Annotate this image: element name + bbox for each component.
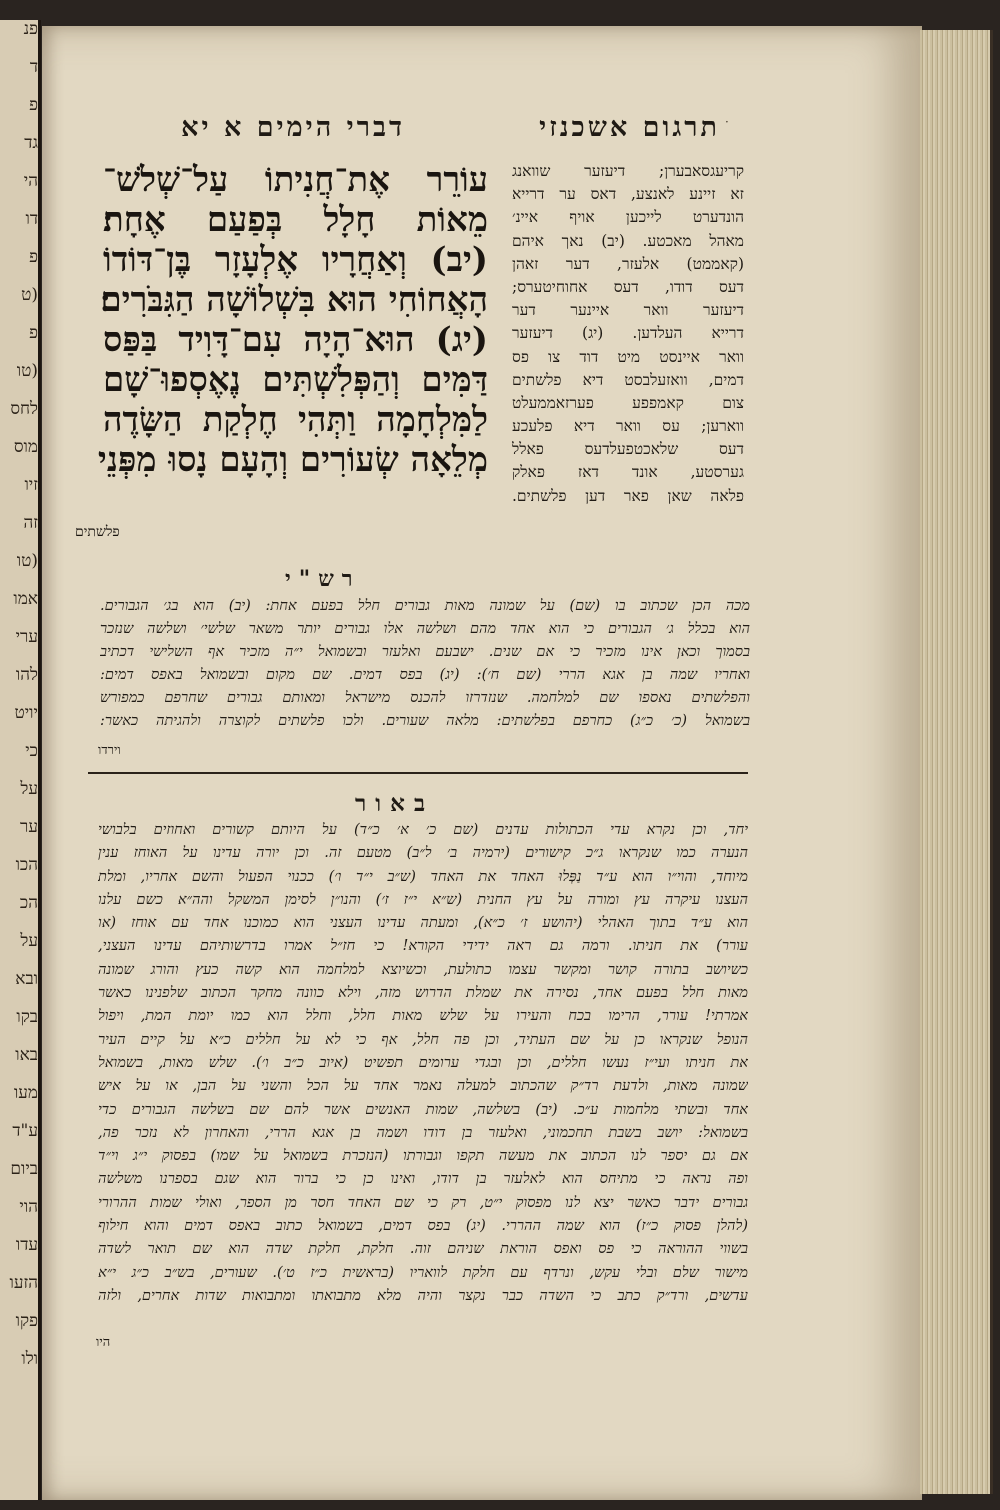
scripture-line: (יג) הוּא־הָיָה עִם־דָּוִיד בַּפַּס (103, 320, 488, 360)
translation-line: צום קאמפפע פערזאממעלט (512, 393, 744, 412)
translation-line: דעס דודו, דעס אחוחיטערס; (512, 277, 744, 296)
main-catchword: פלשתים (75, 524, 120, 540)
biur-line: את חניתו ועי״ז נעשו חללים, וכן ובגדי ערומים תפשיט (איוב כ״ב ו׳). שלש מאות, בשמואל (98, 1054, 748, 1071)
sliver-fragment: פ (29, 95, 38, 115)
yiddish-translation-column (512, 160, 744, 508)
sliver-fragment: מעו (13, 1083, 38, 1103)
sliver-fragment: ערי (15, 627, 38, 647)
sliver-fragment: בקו (16, 1007, 38, 1027)
translation-line: דיעזער וואר איינער דער (512, 301, 744, 320)
sliver-fragment: הכו (15, 855, 38, 875)
biur-line: העצנו עיקרה עץ ומורה על עץ החנית (ש״א י״ז ז׳) והנו״ן לסימן המשקל והה״א כשם עלנו (98, 891, 748, 908)
biur-line: מישור שלם ובלי עקש, ונרדף עם חלקת לוואריו (בראשית כ״ז ט׳). שעורים, בש״ב כ״ג י״א (98, 1264, 748, 1281)
sliver-fragment: יויט (14, 703, 38, 723)
rashi-line: והפלשתים נאספו שם למלחמה. שנזדרזו להכנס מישראל ומאותם גבורים שחרפם כמפורש (100, 690, 750, 706)
biur-line: (להלן פסוק כ״ז) הוא שמה ההררי. (יג) בפס דמים, בשמואל כתוב באפס דמים והוא חילוף (98, 1218, 748, 1235)
sliver-fragment: הזעו (9, 1273, 38, 1293)
sliver-fragment: ער (20, 817, 38, 837)
section-divider (88, 772, 748, 774)
biur-commentary (98, 819, 748, 1308)
sliver-fragment: על (20, 931, 38, 951)
translation-line: (קאממט) אלעזר, דער זאהן (512, 254, 744, 273)
biur-line: הנערה כמו שנקראו ג״כ קישורים (ירמיה ב׳ ל״ב) מטעם זה. וכן יורה עדינו על האוחז ענין (98, 845, 748, 862)
rashi-line: הוא בכלל ג׳ הגבורים כי הוא אחד מהם ושלשה אלו גבורים יותר משאר שלשי׳ ושלשה שנזכר (100, 621, 750, 637)
translation-line: פלאה שאן פאר דען פלשתים. (512, 486, 744, 505)
rashi-catchword: וירדו (98, 743, 121, 758)
sliver-fragment: ביום (10, 1159, 38, 1179)
sliver-fragment: ע"ד (12, 1121, 38, 1141)
sliver-fragment: הוי (19, 1197, 38, 1217)
scripture-line: מֵאוֹת חָלָל בְּפַעַם אֶחָת׃ (103, 200, 488, 240)
biur-line: שמונה מאות, ולדעת רד״ק שהכתוב למעלה נאמר אחד על הכל והשני על הבן, או על איש (98, 1078, 748, 1095)
rashi-heading: רש"י (285, 566, 361, 592)
scripture-line: לַמִּלְחָמָה וַתְּהִי חֶלְקַת הַשָּׂדֶה (103, 400, 488, 440)
scripture-line: הָאֲחוֹחִי הוּא בִּשְׁלוֹשָׁה הַגִּבֹּרִים׃ (100, 280, 488, 320)
sliver-fragment: פנ (23, 20, 38, 39)
translation-line: דעס שלאכטפעלדעס פאלל (512, 440, 744, 459)
scripture-line: (יב) וְאַחֲרָיו אֶלְעָזָר בֶּן־דּוֹדוֹ (103, 240, 488, 280)
sliver-fragment: אמו (13, 589, 38, 609)
sliver-fragment: (טו (16, 551, 38, 571)
sliver-fragment: דו (25, 209, 38, 229)
sliver-fragment: באו (15, 1045, 38, 1065)
translation-line: הונדערט לייכען אויף איינ׳ (512, 208, 744, 227)
translation-line: זא זיינע לאנצע, דאס ער דרייא (512, 185, 744, 204)
sliver-fragment: פ (29, 323, 38, 343)
translation-line: וואר איינסט מיט דוד צו פס (512, 347, 744, 366)
running-head-book: דברי הימים א יא (181, 112, 405, 143)
biur-catchword: היו (96, 1335, 111, 1350)
sliver-fragment: כי (25, 741, 38, 761)
biur-line: עדשים, ורד״ק כתב כי השדה כבר נקצר והיה מלא מתבואתו ומתבואות שדות אחרים, ולזה (98, 1287, 748, 1304)
biur-line: אחד ובשתי מלחמות ע״כ. (יב) בשלשה, שמות האנשים אשר להם שם בשלשה הגבורים כדי (98, 1101, 748, 1118)
sliver-fragment: גד (24, 133, 38, 153)
biur-line: בשווי ההוראה כי פס ואפס הוראת שניהם זוה. חלקת, חלקת שדה הוא שם תואר לשדה (98, 1241, 748, 1258)
biur-line: הוא ע״ד בתוך האהלי (יהושע ז׳ כ״א), ומעתה עדינו העצני הוא כמוכנו אחד עם אוחז (או (98, 915, 748, 932)
biur-line: מאות חלל בפעם אחד, נסירה את שמלת הדרוש מזה, וילא כוונה מחקר הכתוב שלפנינו כאשר (98, 985, 748, 1002)
sliver-fragment: פ (29, 247, 38, 267)
translation-line: ווארען; עס וואר דיא פלעכע (512, 417, 744, 436)
page-stack-edge (920, 30, 993, 1494)
sliver-fragment: ולו (21, 1349, 38, 1369)
biur-line: גבורים ידבר כאשר יצא לנו מפסוק י״ט, רק כי שם האחד חסר מן הספר, ואולי שמות ההרורי (98, 1194, 748, 1211)
rashi-commentary (100, 595, 750, 733)
sliver-fragment: זה (23, 513, 38, 533)
biur-line: ופה נראה כי מתיחס הוא לאלעזר בן דודו, ואינו כן כי ברור הוא שגם בספרנו משלשה (98, 1171, 748, 1188)
biur-line: יחד, וכן נקרא עדי הכתולות עדנים (שם כ׳ א׳ כ״ד) על היותם קשורים ואחוזים בלבושי (98, 822, 748, 838)
sliver-fragment: פקו (15, 1311, 38, 1331)
sliver-fragment: לחס (10, 399, 38, 419)
biur-line: מיוחד, והוי״ו הוא ע״ד נַפְּלוּ האחד את האחד (ש״ב י״ד ו׳) ככנוי הפעול והשם אחריו, ומלת (98, 868, 748, 885)
translation-line: קריעגסאבערן; דיעזער שוואנג (512, 162, 744, 180)
translation-line: דרייא העלדען. (יג) דיעזער (512, 324, 744, 343)
scripture-line: עוֹרֵר אֶת־חֲנִיתוֹ עַל־שְׁלֹשׁ־ (103, 160, 488, 200)
rashi-line: מכה הכן שכתוב בו (שם) על שמונה מאות גבורים חלל בפעם אחת: (יב) הוא בג׳ הגבורים. (100, 598, 750, 614)
biur-heading: באור (355, 790, 435, 817)
biur-line: עורר) את חניתו. ורמה גם ראה ידידי הקורא! כי חז״ל אמרו בדרשותיהם עדינו העצני, (98, 938, 748, 955)
sliver-fragment: הכ (19, 893, 38, 913)
scripture-line: דַּמִּים וְהַפְּלִשְׁתִּים נֶאֶסְפוּ־שָׁם (103, 360, 488, 400)
rashi-line: ואחריו שמה בן אגא הררי (שם ח׳): (יג) בפס דמים. שם מקום ובשמואל באפס דמים: (100, 667, 750, 683)
biur-line: בשמואל: יושב בשבת תחכמוני, ואלעזר בן דודו ושמה בן אגא הררי, והאחרון לא נזכר פה, (98, 1124, 748, 1141)
running-head-translation: תרגום אשכנזי (539, 112, 720, 143)
sliver-fragment: הי (23, 171, 38, 191)
rashi-line: בסמוך וכאן אינו מזכיר כי אם שנים. ישבעם ואלעזר ובשמואל י״ה מזכיר אף השלישי דכתיב (100, 644, 750, 660)
translation-line: מאהל מאכטע. (יב) נאך איהם (512, 231, 744, 250)
sliver-fragment: להו (15, 665, 38, 685)
previous-page-edge (0, 20, 41, 1500)
sliver-fragment: ד (29, 57, 38, 77)
sliver-fragment: זיו (24, 475, 38, 495)
sliver-fragment: מוס (13, 437, 38, 457)
sliver-fragment: ובא (15, 969, 38, 989)
ornament-mark: · (725, 115, 729, 129)
sliver-fragment: (טו (16, 361, 38, 381)
biur-line: אם גם יספר לנו הכתוב את מעשה תקפו וגבורתו (הנזכרת בשמואל על שמו) בפסוק י״ג וי״ד (98, 1148, 748, 1165)
translation-line: דמים, וואזעלבסט דיא פלשתים (512, 370, 744, 389)
biur-line: כשיושב בתורה קושר ומקשר עצמו כתולעת, וכשיוצא למלחמה הוא קשה כעץ והורג שמונה (98, 961, 748, 978)
sliver-fragment: (ט (21, 285, 38, 305)
biur-line: אמרתי! עורר, הרימו בכח והעירו על שלש מאות חלל, וחלל הוא כמו יומת המת, ויפול (98, 1008, 748, 1025)
sliver-fragment: עדו (15, 1235, 38, 1255)
scripture-line: מְלֵאָה שְׂעוֹרִים וְהָעָם נָסוּ מִפְּנֵי (97, 440, 488, 480)
sliver-fragment: על (20, 779, 38, 799)
rashi-line: בשמואל (כ׳ כ״ג) כחרפם בפלשתים: מלאה שעורים. ולכו פלשתים לקוצרה ולהגיתה כאשר: (100, 713, 750, 729)
hebrew-scripture-column (97, 160, 488, 480)
biur-line: הנופל שנקראו כן על שם העתיד, וכן פה חלל, אף כי לא על חללים כ״א על קיים העיר (98, 1031, 748, 1048)
translation-line: גערסטע, אונד דאז פאלק (512, 463, 744, 482)
